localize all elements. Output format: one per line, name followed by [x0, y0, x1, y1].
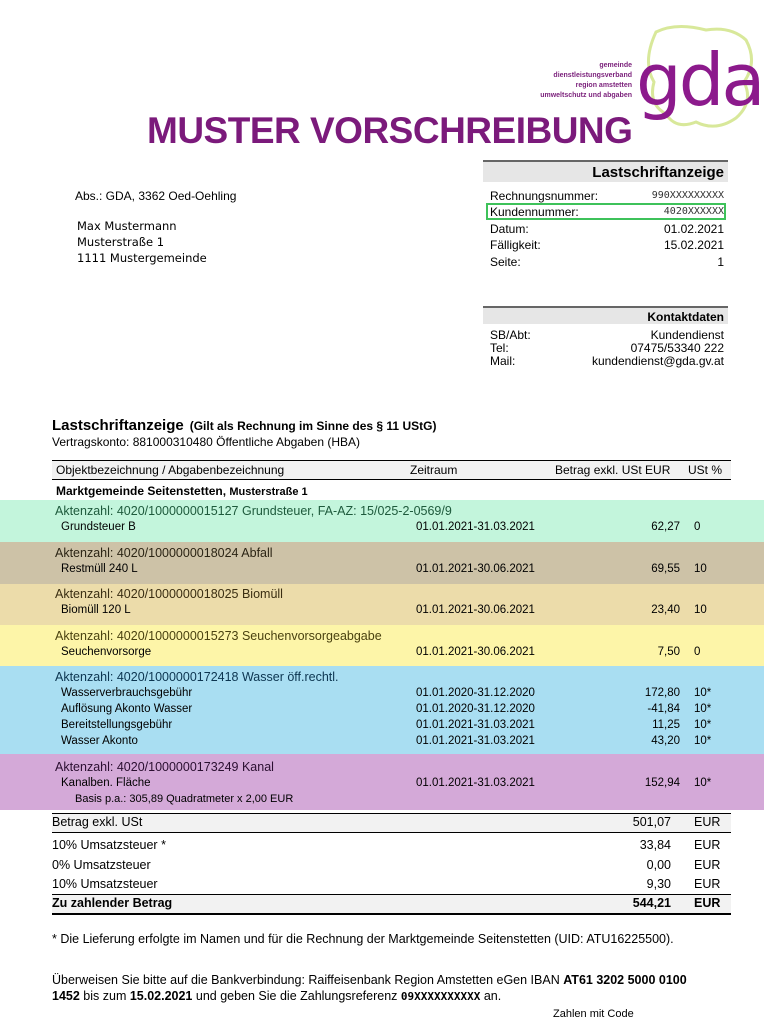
- info-row-datum: Datum: 01.02.2021: [490, 222, 724, 236]
- col-zeitraum: Zeitraum: [410, 463, 458, 477]
- logo-line-1: gemeinde: [599, 62, 632, 69]
- vertragskonto: Vertragskonto: 881000310480 Öffentliche Abgaben (HBA): [52, 435, 360, 449]
- section-heading: Lastschriftanzeige (Gilt als Rechnung im Sinne des § 11 UStG): [52, 417, 437, 434]
- table-row: Kanalben. Fläche 01.01.2021-31.03.2021 152,94 10*: [61, 777, 712, 789]
- table-row: Wasserverbrauchsgebühr 01.01.2020-31.12.2020 172,80 10*: [61, 687, 712, 699]
- sender-line: Abs.: GDA, 3362 Oed-Oehling: [75, 189, 237, 203]
- bank-line-1: Überweisen Sie bitte auf die Bankverbindung: Raiffeisenbank Region Amstetten eGen IBAN AT61 3202 5000 0100: [52, 973, 687, 987]
- table-row: Seuchenvorsorge 01.01.2021-30.06.2021 7,50 0: [61, 646, 701, 658]
- table-row: Bereitstellungsgebühr 01.01.2021-31.03.2021 11,25 10*: [61, 719, 712, 731]
- tax-row: 0% Umsatzsteuer 0,00 EUR: [52, 858, 721, 872]
- objekt-row: Marktgemeinde Seitenstetten, Musterstraße 1: [56, 484, 308, 498]
- info-row-rechnungsnummer: Rechnungsnummer: 990XXXXXXXXX: [490, 189, 724, 203]
- table-row: Auflösung Akonto Wasser 01.01.2020-31.12.2020 -41,84 10*: [61, 703, 712, 715]
- table-header: [52, 460, 731, 480]
- footnote: * Die Lieferung erfolgte im Namen und für die Rechnung der Marktgemeinde Seitenstetten (UID: ATU16225500).: [52, 932, 674, 946]
- zahlen-mit-code: Zahlen mit Code: [553, 1008, 634, 1020]
- table-row: Grundsteuer B 01.01.2021-31.03.2021 62,27 0: [61, 521, 701, 533]
- col-ust: USt %: [688, 463, 723, 477]
- contact-row-sb: SB/Abt: Kundendienst: [490, 328, 724, 342]
- group-abfall: Aktenzahl: 4020/1000000018024 Abfall Restmüll 240 L 01.01.2021-30.06.2021 69,55 10: [0, 542, 764, 584]
- info-row-faelligkeit: Fälligkeit: 15.02.2021: [490, 238, 724, 252]
- tax-row: 10% Umsatzsteuer 9,30 EUR: [52, 877, 721, 891]
- kundennummer-highlight: [486, 203, 726, 220]
- contact-row-mail: Mail: kundendienst@gda.gv.at: [490, 354, 724, 368]
- logo-line-4: umweltschutz und abgaben: [540, 92, 632, 99]
- group-kanal: Aktenzahl: 4020/1000000173249 Kanal Kanalben. Fläche 01.01.2021-31.03.2021 152,94 10* Basis p.a.: 305,89 Quadratmeter x 2,00 EUR: [0, 754, 764, 810]
- info-row-kundennummer: Kundennummer: 4020XXXXXX: [490, 205, 724, 219]
- info-row-seite: Seite: 1: [490, 255, 724, 269]
- total-exkl-row: Betrag exkl. USt 501,07 EUR: [52, 813, 731, 833]
- page-title: MUSTER VORSCHREIBUNG: [147, 110, 633, 151]
- contact-row-tel: Tel: 07475/53340 222: [490, 341, 724, 355]
- bank-line-2: 1452 bis zum 15.02.2021 und geben Sie die Zahlungsreferenz 09XXXXXXXXXX an.: [52, 989, 502, 1003]
- tax-row: 10% Umsatzsteuer * 33,84 EUR: [52, 838, 721, 852]
- address-street: Musterstraße 1: [77, 235, 165, 249]
- group-biomuell: Aktenzahl: 4020/1000000018025 Biomüll Biomüll 120 L 01.01.2021-30.06.2021 23,40 10: [0, 584, 764, 625]
- logo-line-3: region amstetten: [575, 82, 632, 89]
- group-seuchenvorsorge: Aktenzahl: 4020/1000000015273 Seuchenvorsorgeabgabe Seuchenvorsorge 01.01.2021-30.06.2021 7,50 0: [0, 625, 764, 666]
- table-row: Restmüll 240 L 01.01.2021-30.06.2021 69,55 10: [61, 563, 707, 575]
- total-final-row: Zu zahlender Betrag 544,21 EUR: [52, 894, 731, 915]
- table-row: Biomüll 120 L 01.01.2021-30.06.2021 23,40 10: [61, 604, 707, 616]
- address-name: Max Mustermann: [77, 219, 177, 233]
- basis-note: Basis p.a.: 305,89 Quadratmeter x 2,00 EUR: [75, 793, 294, 805]
- group-grundsteuer: Aktenzahl: 4020/1000000015127 Grundsteuer, FA-AZ: 15/025-2-0569/9 Grundsteuer B 01.01.2021-31.03.2021 62,27 0: [0, 500, 764, 542]
- address-city: 1111 Mustergemeinde: [77, 251, 207, 265]
- table-row: Wasser Akonto 01.01.2021-31.03.2021 43,20 10*: [61, 735, 712, 747]
- col-betrag: Betrag exkl. USt EUR: [555, 463, 671, 477]
- logo-line-2: dienstleistungsverband: [553, 72, 632, 79]
- col-objekt: Objektbezeichnung / Abgabenbezeichnung: [56, 463, 285, 477]
- group-wasser: Aktenzahl: 4020/1000000172418 Wasser öff.rechtl. Wasserverbrauchsgebühr 01.01.2020-31.12.2020 172,80 10* Auflösung Akonto Wasser 01.01.2020-31.12.2020 -41,84 10* Bereitstellungsgebühr 01.01.2021-31.03.2021 11,25 10* Wasser Akonto 01.01.2021-31.03.2021 43,20 10*: [0, 666, 764, 754]
- contact-box-heading: Kontaktdaten: [483, 306, 728, 324]
- logo-gda-text: gda: [636, 38, 763, 122]
- info-box-heading: Lastschriftanzeige: [483, 160, 728, 182]
